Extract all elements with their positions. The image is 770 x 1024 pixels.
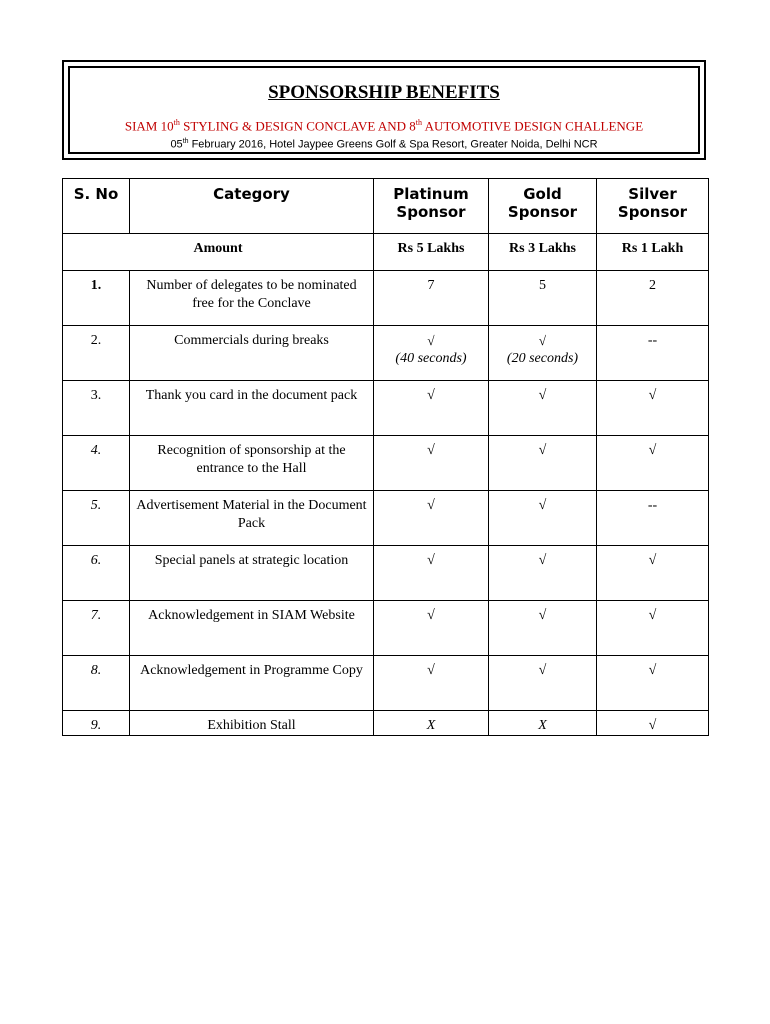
- check-icon: √: [427, 333, 435, 348]
- row-category: Acknowledgement in SIAM Website: [130, 601, 374, 656]
- row-sno: 9.: [63, 711, 130, 736]
- col-header-category: Category: [130, 179, 374, 234]
- col-header-gold: Gold Sponsor: [489, 179, 597, 234]
- row-platinum: [374, 326, 489, 381]
- amount-platinum: Rs 5 Lakhs: [374, 234, 489, 271]
- amount-silver: Rs 1 Lakh: [597, 234, 709, 271]
- check-icon: √: [489, 546, 597, 601]
- row-category: Recognition of sponsorship at the entrance to the Hall: [130, 436, 374, 491]
- event-venue: [70, 138, 698, 151]
- row-category: Thank you card in the document pack: [130, 381, 374, 436]
- subtitle-part: STYLING & DESIGN CONCLAVE AND 8: [179, 118, 416, 134]
- subtitle-sup: th: [173, 118, 180, 127]
- check-icon: √: [374, 546, 489, 601]
- cross-icon: X: [374, 711, 489, 736]
- table-row: [63, 546, 709, 601]
- table-row: [63, 601, 709, 656]
- amount-label: Amount: [63, 234, 374, 271]
- row-category: Exhibition Stall: [130, 711, 374, 736]
- check-icon: √: [489, 381, 597, 436]
- check-icon: √: [489, 491, 597, 546]
- table-row: [63, 271, 709, 326]
- check-icon: √: [374, 491, 489, 546]
- row-category: Number of delegates to be nominated free for the Conclave: [130, 271, 374, 326]
- check-icon: √: [374, 436, 489, 491]
- row-sno: 4.: [63, 436, 130, 491]
- col-header-sno: S. No: [63, 179, 130, 234]
- check-icon: √: [538, 333, 547, 348]
- check-icon: √: [597, 711, 709, 736]
- row-gold: 5: [489, 271, 597, 326]
- row-category: Advertisement Material in the Document Pack: [130, 491, 374, 546]
- row-sno: 1.: [63, 271, 130, 326]
- row-category: Acknowledgement in Programme Copy: [130, 656, 374, 711]
- check-icon: √: [597, 381, 709, 436]
- check-icon: √: [374, 381, 489, 436]
- amount-row: [63, 234, 709, 271]
- row-silver: --: [597, 491, 709, 546]
- check-icon: √: [489, 656, 597, 711]
- row-platinum-note: (40 seconds): [395, 351, 467, 366]
- row-sno: 8.: [63, 656, 130, 711]
- check-icon: √: [597, 436, 709, 491]
- check-icon: √: [489, 601, 597, 656]
- row-category: Commercials during breaks: [130, 326, 374, 381]
- venue-part: 05: [170, 138, 183, 151]
- row-silver: 2: [597, 271, 709, 326]
- table-row: [63, 326, 709, 381]
- table-header-row: [63, 179, 709, 234]
- subtitle-sup: th: [415, 118, 423, 127]
- check-icon: √: [597, 656, 709, 711]
- page-title: SPONSORSHIP BENEFITS: [268, 82, 500, 103]
- row-sno: 5.: [63, 491, 130, 546]
- row-sno: 2.: [63, 326, 130, 381]
- check-icon: √: [597, 601, 709, 656]
- amount-gold: Rs 3 Lakhs: [489, 234, 597, 271]
- row-sno: 7.: [63, 601, 130, 656]
- table-row: [63, 381, 709, 436]
- table-row: [63, 656, 709, 711]
- row-silver: --: [597, 326, 709, 381]
- row-platinum: 7: [374, 271, 489, 326]
- venue-sup: th: [182, 138, 189, 145]
- benefits-table: [62, 178, 709, 736]
- row-category: Special panels at strategic location: [130, 546, 374, 601]
- table-row: [63, 711, 709, 736]
- col-header-platinum: Platinum Sponsor: [374, 179, 489, 234]
- check-icon: √: [489, 436, 597, 491]
- row-sno: 3.: [63, 381, 130, 436]
- venue-part: February 2016, Hotel Jaypee Greens Golf & Spa Resort, Greater Noida, Delhi NCR: [188, 138, 598, 151]
- table-row: [63, 436, 709, 491]
- header-box: [62, 60, 706, 160]
- check-icon: √: [374, 656, 489, 711]
- row-gold-note: (20 seconds): [506, 351, 579, 366]
- table-row: [63, 491, 709, 546]
- check-icon: √: [597, 546, 709, 601]
- subtitle-part: SIAM 10: [124, 118, 174, 134]
- header-inner-border: [68, 66, 700, 154]
- cross-icon: X: [489, 711, 597, 736]
- subtitle-part: AUTOMOTIVE DESIGN CHALLENGE: [422, 118, 644, 134]
- col-header-silver: Silver Sponsor: [597, 179, 709, 234]
- row-sno: 6.: [63, 546, 130, 601]
- check-icon: √: [374, 601, 489, 656]
- event-subtitle: [70, 118, 698, 134]
- row-gold: [489, 326, 597, 381]
